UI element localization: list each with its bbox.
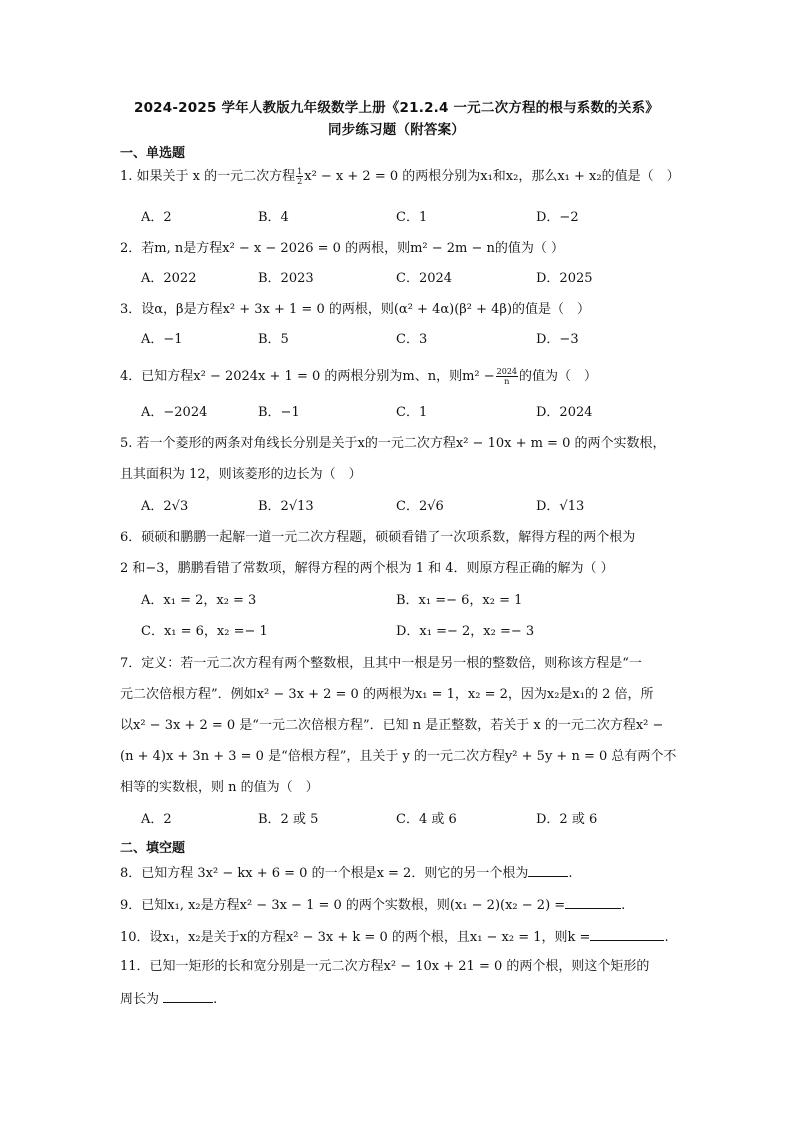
section-heading-single-choice: 一、单选题	[120, 146, 186, 161]
answer-blank-q8[interactable]	[528, 862, 568, 877]
question-1-text-a: 1. 如果关于 x 的一元二次方程	[120, 169, 296, 184]
question-7-line-3: 以x² − 3x + 2 = 0 是“一元二次倍根方程”．已知 n 是正整数，若关于 x 的一元二次方程x² −	[120, 718, 664, 733]
q5-option-d: D．√13	[536, 499, 585, 514]
question-1	[120, 167, 680, 187]
document-subtitle: 同步练习题（附答案）	[328, 122, 465, 138]
q4-option-b: B．−1	[258, 405, 300, 420]
section-heading-fill-blank: 二、填空题	[120, 841, 186, 856]
question-4-text-a: 4．已知方程x² − 2024x + 1 = 0 的两根分别为m、n，则m² −	[120, 369, 495, 384]
q7-option-d: D．2 或 6	[536, 812, 598, 827]
question-11-line-1: 11．已知一矩形的长和宽分别是一元二次方程x² − 10x + 21 = 0 的两个根，则这个矩形的	[120, 959, 650, 974]
q5-option-c: C．2√6	[396, 499, 444, 514]
q2-option-c: C．2024	[396, 271, 453, 286]
question-1-text-b: x² − x + 2 = 0 的两根分别为x₁和x₂，那么x₁ + x₂的值是（ ）	[304, 169, 680, 184]
question-9-text: 9．已知x₁, x₂是方程x² − 3x − 1 = 0 的两个实数根，则(x₁ − 2)(x₂ − 2) =	[120, 898, 566, 913]
question-7-line-1: 7．定义：若一元二次方程有两个整数根，且其中一根是另一根的整数倍，则称该方程是“一	[120, 656, 642, 671]
question-10-text: 10．设x₁，x₂是关于x的方程x² − 3x + k = 0 的两个根，且x₁ − x₂ = 1，则k =	[120, 930, 591, 945]
q2-option-a: A．2022	[141, 271, 197, 286]
q4-option-a: A．−2024	[141, 405, 208, 420]
answer-blank-q10[interactable]	[590, 926, 664, 941]
q6-option-d: D．x₁ =− 2，x₂ =− 3	[396, 624, 535, 639]
q1-option-d: D．−2	[536, 210, 579, 225]
question-4	[120, 367, 597, 387]
question-4-text-b: 的值为（ ）	[519, 369, 598, 384]
question-5-line-1: 5. 若一个菱形的两条对角线长分别是关于x的一元二次方程x² − 10x + m = 0 的两个实数根，	[120, 436, 666, 451]
q6-option-b: B．x₁ =− 6，x₂ = 1	[396, 593, 523, 608]
answer-blank-q11[interactable]	[163, 988, 213, 1003]
document-title: 2024-2025 学年人教版九年级数学上册《21.2.4 一元二次方程的根与系数的关系》	[134, 100, 659, 116]
question-9: 9．已知x₁, x₂是方程x² − 3x − 1 = 0 的两个实数根，则(x₁ − 2)(x₂ − 2) = .	[120, 894, 625, 916]
q7-option-a: A．2	[141, 812, 172, 827]
question-6-line-2: 2 和−3，鹏鹏看错了常数项，解得方程的两个根为 1 和 4．则原方程正确的解为（ ）	[120, 561, 614, 576]
question-7-line-2: 元二次倍根方程”．例如x² − 3x + 2 = 0 的两根为x₁ = 1，x₂ = 2，因为x₂是x₁的 2 倍，所	[120, 687, 654, 702]
fraction-2024-over-n: $\frac{2024}{n}$	[496, 367, 517, 386]
q1-option-a: A．2	[141, 210, 172, 225]
q2-option-b: B．2023	[258, 271, 314, 286]
q3-option-b: B．5	[258, 332, 289, 347]
q3-option-a: A．−1	[141, 332, 183, 347]
q4-option-c: C．1	[396, 405, 428, 420]
q4-option-d: D．2024	[536, 405, 593, 420]
q5-option-a: A．2√3	[141, 499, 189, 514]
q1-option-c: C．1	[396, 210, 428, 225]
q6-option-a: A．x₁ = 2，x₂ = 3	[141, 593, 257, 608]
question-7-line-5: 相等的实数根，则 n 的值为（ ）	[120, 780, 319, 795]
q3-option-c: C．3	[396, 332, 428, 347]
question-3: 3．设α，β是方程x² + 3x + 1 = 0 的两根，则(α² + 4α)(β² + 4β)的值是（ ）	[120, 302, 591, 317]
q7-option-b: B．2 或 5	[258, 812, 319, 827]
question-11-line-2: 周长为 .	[120, 988, 217, 1010]
q5-option-b: B．2√13	[258, 499, 314, 514]
answer-blank-q9[interactable]	[565, 894, 621, 909]
q6-option-c: C．x₁ = 6，x₂ =− 1	[141, 624, 268, 639]
question-11-text: 周长为	[120, 992, 160, 1007]
question-10: 10．设x₁，x₂是关于x的方程x² − 3x + k = 0 的两个根，且x₁ − x₂ = 1，则k = .	[120, 926, 669, 948]
q1-option-b: B．4	[258, 210, 289, 225]
q3-option-d: D．−3	[536, 332, 579, 347]
fraction-one-half: $\frac{1}{2}$	[297, 167, 303, 186]
q7-option-c: C．4 或 6	[396, 812, 457, 827]
question-8: 8．已知方程 3x² − kx + 6 = 0 的一个根是x = 2．则它的另一个根为 .	[120, 862, 572, 884]
question-7-line-4: (n + 4)x + 3n + 3 = 0 是“倍根方程”，且关于 y 的一元二次方程y² + 5y + n = 0 总有两个不	[120, 749, 677, 764]
question-2: 2．若m, n是方程x² − x − 2026 = 0 的两根，则m² − 2m − n的值为（ ）	[120, 241, 565, 256]
question-8-text: 8．已知方程 3x² − kx + 6 = 0 的一个根是x = 2．则它的另一个根为	[120, 866, 529, 881]
question-6-line-1: 6．硕硕和鹏鹏一起解一道一元二次方程题，硕硕看错了一次项系数，解得方程的两个根为	[120, 530, 636, 545]
q2-option-d: D．2025	[536, 271, 593, 286]
question-5-line-2: 且其面积为 12，则该菱形的边长为（ ）	[120, 467, 362, 482]
